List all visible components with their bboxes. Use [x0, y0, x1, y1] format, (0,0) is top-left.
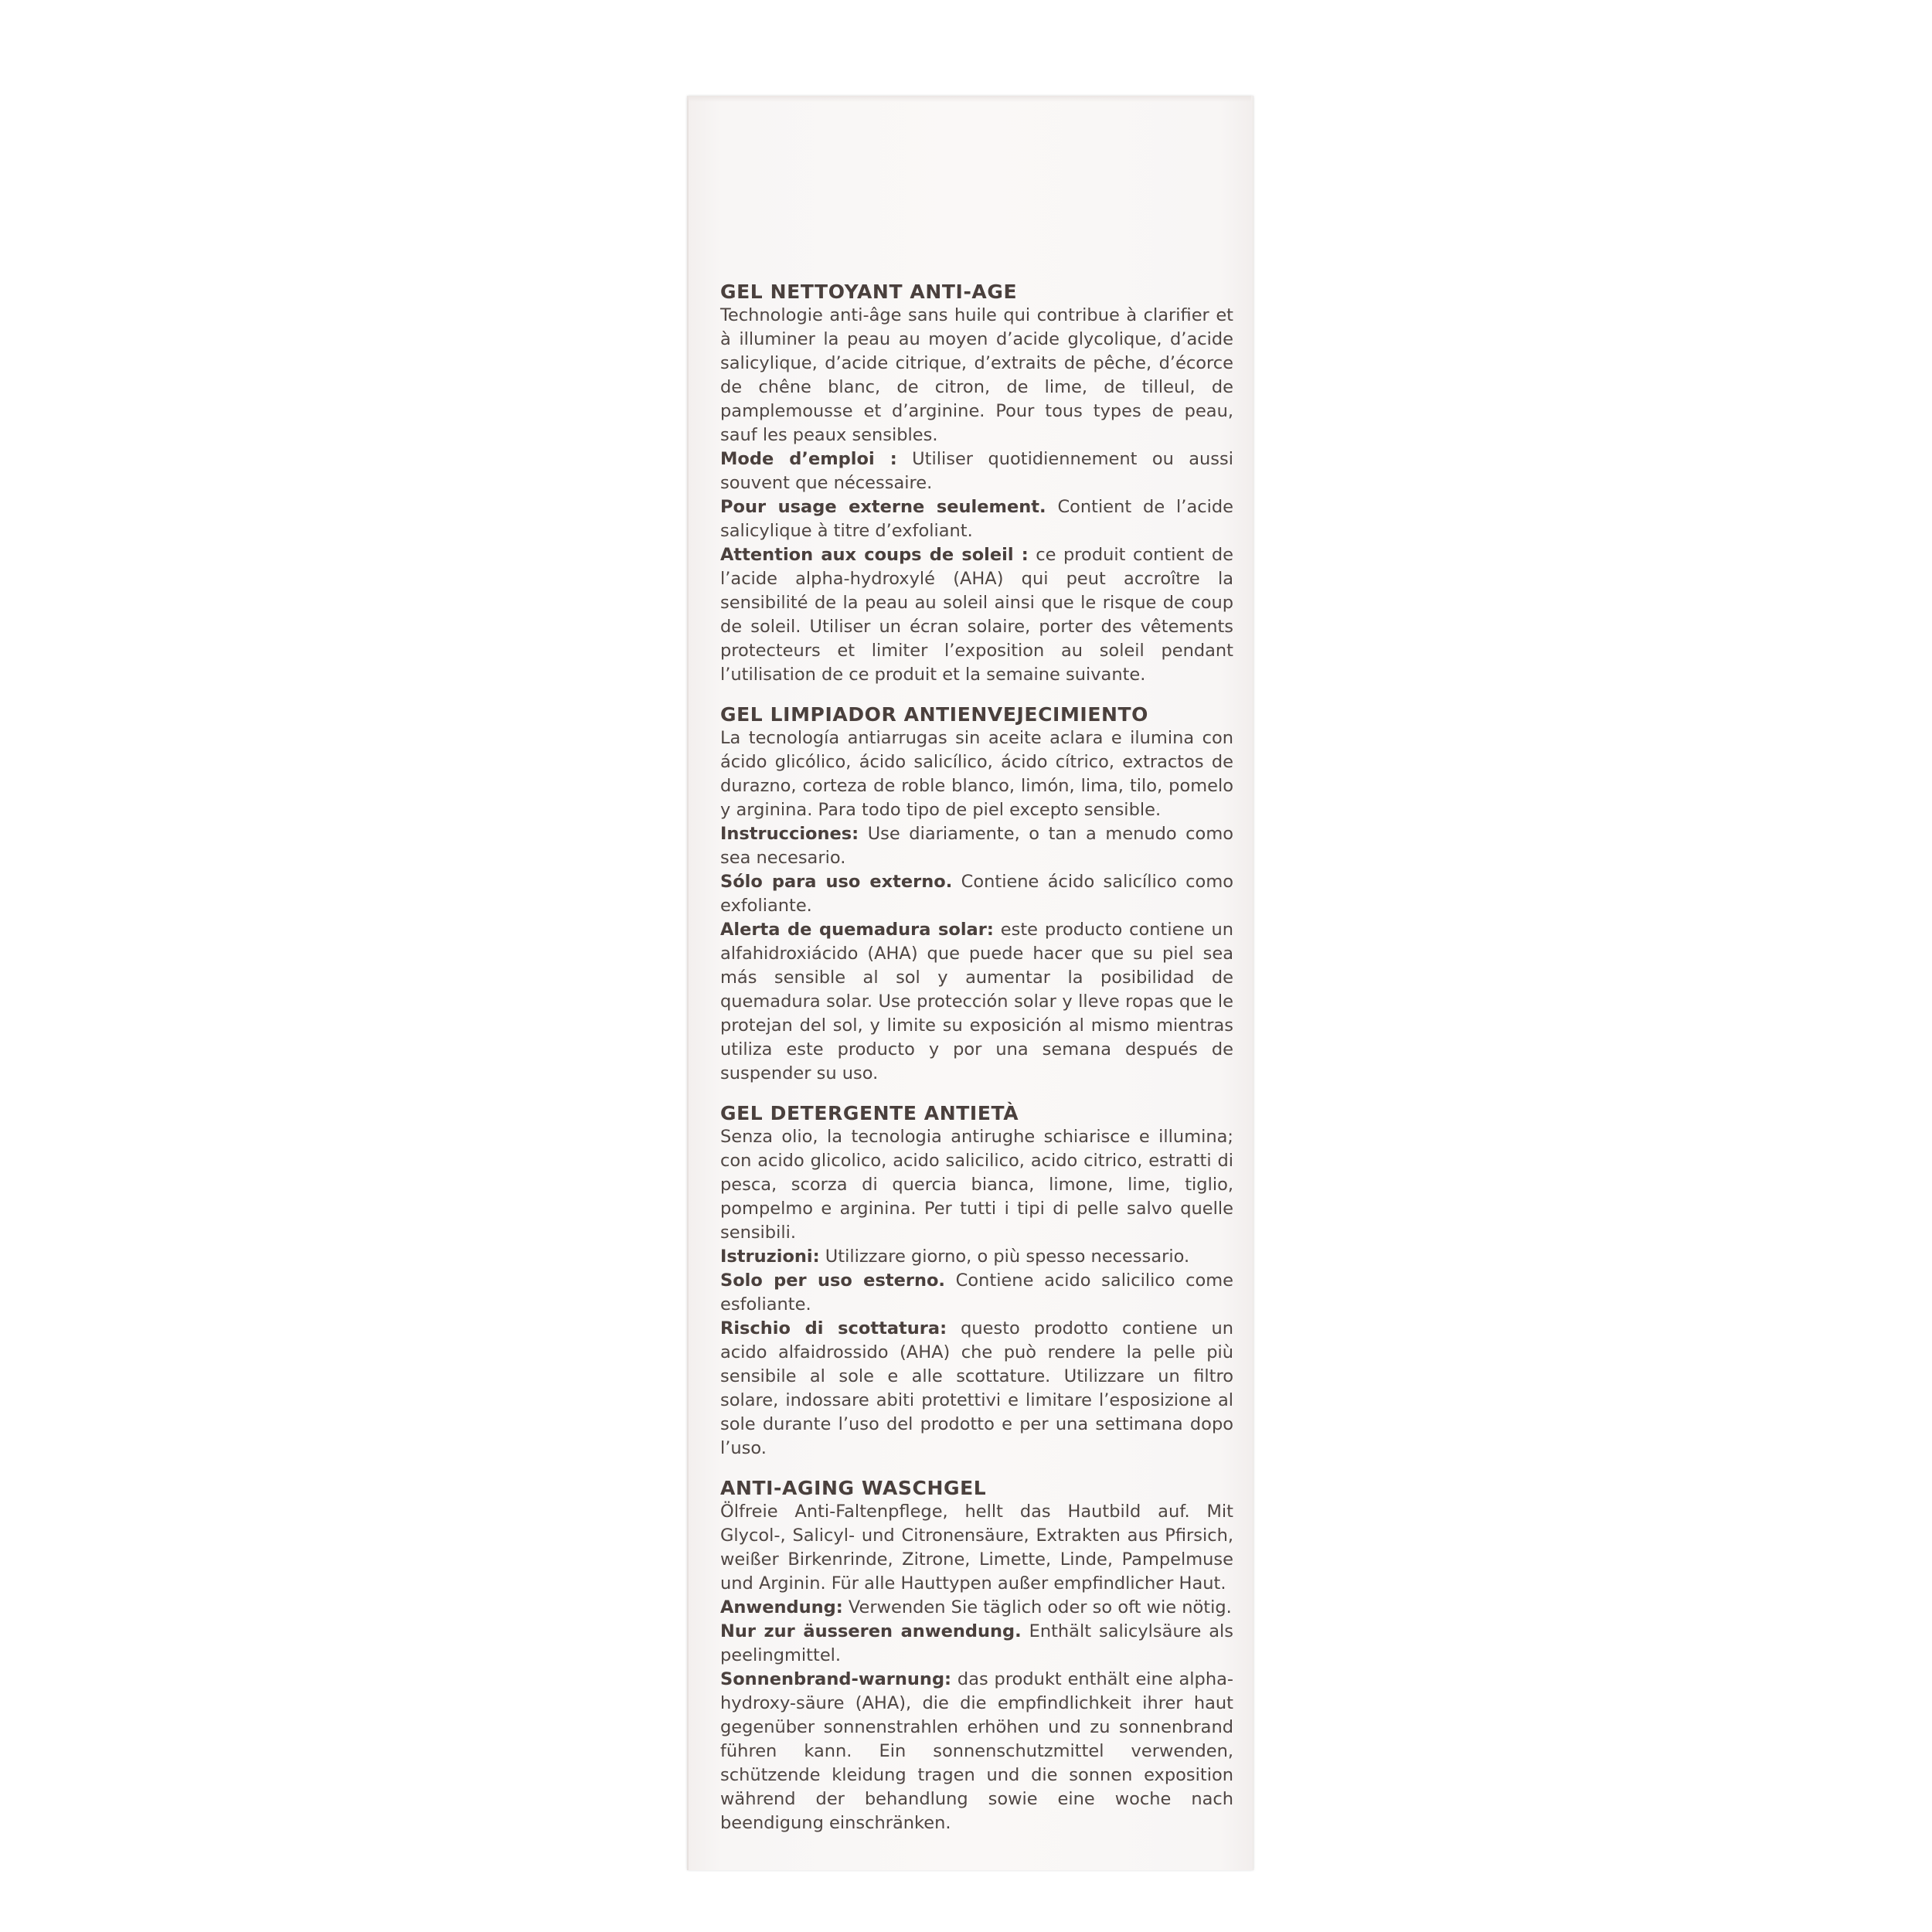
paragraph-label: Istruzioni: [720, 1247, 820, 1267]
paragraph-text: Technologie anti-âge sans huile qui contribue à clarifier et à illuminer la peau au moyen d’acide glycolique, d’acide salicylique, d’acide citrique, d’extraits de pêche, d’écorce de chêne blanc, de citron, de lime, de tilleul, de pamplemousse et d’arginine. Pour tous types de peau, sauf les peaux sensibles. [720, 305, 1233, 445]
paragraph-text: Use diariamente, o tan a menudo como sea necesario. [720, 824, 1234, 868]
paragraph-label: Pour usage externe seulement. [720, 497, 1046, 517]
paragraph-label: Attention aux coups de soleil : [720, 545, 1029, 565]
paragraph-text: Ölfreie Anti-Faltenpflege, hellt das Hautbild auf. Mit Glycol-, Salicyl- und Citronensäure, Extrakten aus Pfirsich, weißer Birkenrinde, Zitrone, Limette, Linde, Pampelmuse und Arginin. Für alle Hauttypen außer empfindlicher Haut. [720, 1502, 1233, 1594]
paragraph-label: Rischio di scottatura: [720, 1318, 947, 1338]
section-german [720, 1476, 1233, 1835]
section-heading: GEL DETERGENTE ANTIETÀ [720, 1102, 1019, 1124]
paragraph-label: Sonnenbrand-warnung: [720, 1669, 952, 1689]
paragraph-text: este producto contiene un alfahidroxiácido (AHA) que puede hacer que su piel sea más sensible al sol y aumentar la posibilidad de quemadura solar. Use protección solar y lleve ropas que le protejan del sol, y limite su exposición al mismo mientras utiliza este producto y por una semana después de suspender su uso. [720, 920, 1233, 1083]
box-top-edge [687, 96, 1251, 102]
paragraph-text: Utiliser quotidiennement ou aussi souvent que nécessaire. [720, 449, 1233, 493]
section-french [720, 280, 1233, 687]
paragraph [720, 1500, 1233, 1596]
paragraph-label: Nur zur äusseren anwendung. [720, 1621, 1022, 1641]
section-italian [720, 1101, 1233, 1461]
paragraph [720, 822, 1233, 870]
paragraph [720, 1245, 1233, 1269]
paragraph [720, 1668, 1233, 1835]
paragraph [720, 1125, 1233, 1245]
paragraph-label: Alerta de quemadura solar: [720, 920, 994, 940]
paragraph [720, 1317, 1233, 1461]
paragraph [720, 543, 1233, 687]
section-spanish [720, 702, 1233, 1086]
paragraph-text: Contiene ácido salicílico como exfoliante. [720, 872, 1233, 916]
label-text-panel [720, 280, 1233, 1851]
paragraph-label: Anwendung: [720, 1597, 843, 1617]
paragraph-text: Contient de l’acide salicylique à titre d’exfoliant. [720, 497, 1233, 541]
paragraph-label: Instrucciones: [720, 824, 859, 844]
paragraph [720, 1269, 1233, 1317]
paragraph [720, 495, 1233, 543]
paragraph-text: La tecnología antiarrugas sin aceite aclara e ilumina con ácido glicólico, ácido salicílico, ácido cítrico, extractos de durazno, corteza de roble blanco, limón, lima, tilo, pomelo y arginina. Para todo tipo de piel excepto sensible. [720, 728, 1233, 820]
paragraph-text: das produkt enthält eine alpha-hydroxy-säure (AHA), die die empfindlichkeit ihrer haut gegenüber sonnenstrahlen erhöhen und zu sonnenbrand führen kann. Ein sonnenschutzmittel verwenden, schützende kleidung tragen und die sonnen exposition während der behandlung sowie eine woche nach beendigung einschränken. [720, 1669, 1233, 1833]
paragraph [720, 918, 1233, 1086]
section-heading: GEL NETTOYANT ANTI-AGE [720, 281, 1018, 303]
paragraph-label: Sólo para uso externo. [720, 872, 953, 892]
paragraph [720, 304, 1233, 447]
paragraph-text: Verwenden Sie täglich oder so oft wie nötig. [848, 1597, 1232, 1617]
paragraph [720, 726, 1233, 822]
paragraph-text: Contiene acido salicilico come esfoliante. [720, 1270, 1234, 1315]
section-heading: ANTI-AGING WASCHGEL [720, 1477, 987, 1499]
section-heading: GEL LIMPIADOR ANTIENVEJECIMIENTO [720, 703, 1149, 726]
paragraph [720, 1596, 1233, 1620]
paragraph-text: questo prodotto contiene un acido alfaidrossido (AHA) che può rendere la pelle più sensibile al sole e alle scottature. Utilizzare un filtro solare, indossare abiti protettivi e limitare l’esposizione al sole durante l’uso del prodotto e per una settimana dopo l’uso. [720, 1318, 1233, 1458]
paragraph-label: Solo per uso esterno. [720, 1270, 945, 1291]
paragraph-text: ce produit contient de l’acide alpha-hydroxylé (AHA) qui peut accroître la sensibilité de la peau au soleil ainsi que le risque de coup de soleil. Utiliser un écran solaire, porter des vêtements protecteurs et limiter l’exposition au soleil pendant l’utilisation de ce produit et la semaine suivante. [720, 545, 1233, 685]
paragraph [720, 1620, 1233, 1668]
paragraph-label: Mode d’emploi : [720, 449, 897, 469]
paragraph [720, 447, 1233, 495]
paragraph-text: Enthält salicylsäure als peelingmittel. [720, 1621, 1233, 1665]
paragraph-text: Senza olio, la tecnologia antirughe schiarisce e illumina; con acido glicolico, acido salicilico, acido citrico, estratti di pesca, scorza di quercia bianca, limone, lime, tiglio, pompelmo e arginina. Per tutti i tipi di pelle salvo quelle sensibili. [720, 1127, 1233, 1243]
paragraph-text: Utilizzare giorno, o più spesso necessario. [825, 1247, 1190, 1267]
paragraph [720, 870, 1233, 918]
